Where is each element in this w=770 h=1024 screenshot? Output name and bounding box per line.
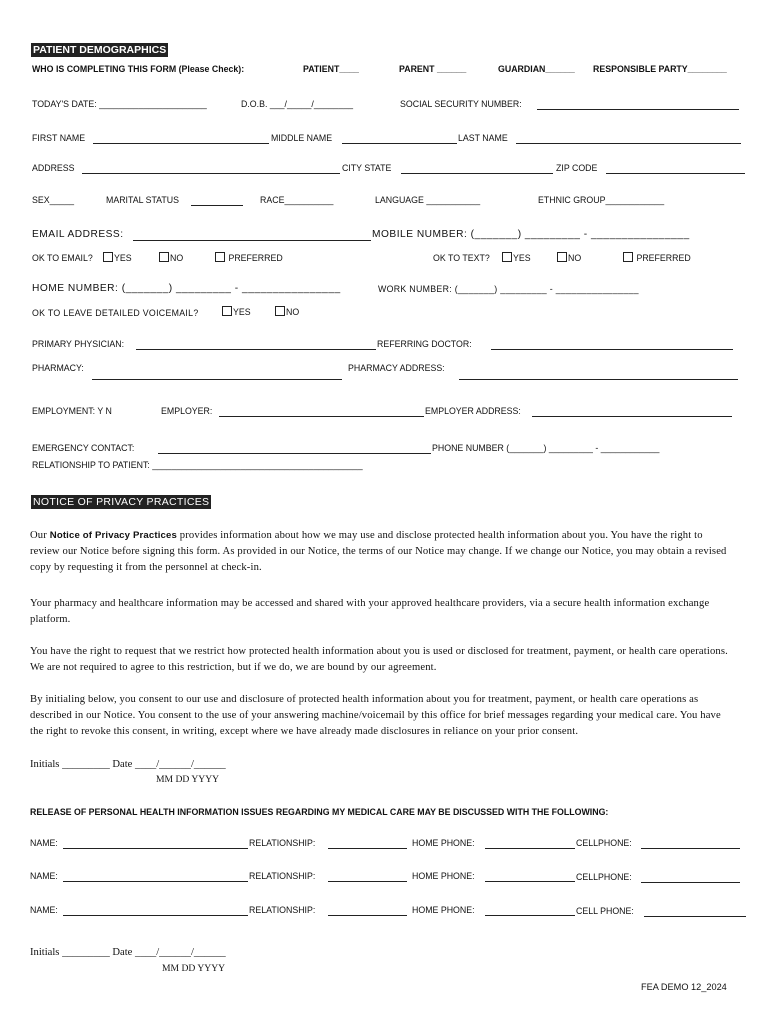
language-field[interactable]: LANGUAGE ___________ bbox=[375, 195, 481, 205]
pharmacy-input-line[interactable] bbox=[92, 379, 342, 380]
release-home-phone-label-3: HOME PHONE: bbox=[412, 905, 475, 915]
race-field[interactable]: RACE__________ bbox=[260, 195, 334, 205]
text-no-checkbox[interactable] bbox=[557, 252, 567, 262]
release-home-phone-label-1: HOME PHONE: bbox=[412, 838, 475, 848]
first-name-input-line[interactable] bbox=[93, 143, 269, 144]
text-yes-checkbox[interactable] bbox=[502, 252, 512, 262]
email-address-label: EMAIL ADDRESS: bbox=[32, 229, 124, 240]
text-preferred-option[interactable] bbox=[623, 252, 691, 263]
release-home-phone-input-3[interactable] bbox=[485, 915, 575, 916]
release-cell-phone-label-3: CELL PHONE: bbox=[576, 906, 634, 916]
email-preferred-label: PREFERRED bbox=[228, 253, 283, 263]
ok-to-email-label: OK TO EMAIL? bbox=[32, 253, 93, 263]
first-name-label: FIRST NAME bbox=[32, 133, 86, 143]
pharmacy-address-input-line[interactable] bbox=[459, 379, 738, 380]
emergency-phone-field[interactable]: PHONE NUMBER (_______) _________ - ____________ bbox=[432, 443, 660, 453]
text-no-label: NO bbox=[568, 253, 582, 263]
privacy-paragraph-1: Our Notice of Privacy Practices provides information about how we may use and disclose protected health information about you. You have the right to review our Notice before signing this form. As provided in our Notice, the terms of our Notice may change. If we change our Notice, you may obtain a revised copy by requesting it from the personnel at check-in. bbox=[30, 530, 727, 573]
relationship-to-patient-field[interactable]: RELATIONSHIP TO PATIENT: ___________________________________________ bbox=[32, 460, 363, 470]
voicemail-no-option[interactable] bbox=[275, 306, 299, 317]
marital-status-input-line[interactable] bbox=[191, 205, 243, 206]
voicemail-no-label: NO bbox=[286, 307, 300, 317]
privacy-paragraph-2: Your pharmacy and healthcare information may be accessed and shared with your approved healthcare providers, via a secure health information exchange platform. bbox=[30, 598, 710, 625]
middle-name-input-line[interactable] bbox=[342, 143, 457, 144]
release-home-phone-input-1[interactable] bbox=[485, 848, 575, 849]
email-yes-label: YES bbox=[114, 253, 132, 263]
address-input-line[interactable] bbox=[82, 173, 340, 174]
release-relationship-input-1[interactable] bbox=[328, 848, 407, 849]
email-no-option[interactable] bbox=[159, 252, 183, 263]
email-no-label: NO bbox=[170, 253, 184, 263]
sex-field[interactable]: SEX_____ bbox=[32, 195, 75, 205]
who-completing-label: WHO IS COMPLETING THIS FORM (Please Check): bbox=[32, 64, 245, 74]
marital-status-label: MARITAL STATUS bbox=[106, 195, 179, 205]
referring-doctor-input-line[interactable] bbox=[491, 349, 733, 350]
privacy-heading: NOTICE OF PRIVACY PRACTICES bbox=[33, 496, 210, 508]
release-relationship-label-3: RELATIONSHIP: bbox=[249, 905, 316, 915]
employer-label: EMPLOYER: bbox=[161, 406, 213, 416]
ssn-input-line[interactable] bbox=[537, 109, 739, 110]
release-name-input-2[interactable] bbox=[63, 881, 248, 882]
demographics-heading: PATIENT DEMOGRAPHICS bbox=[33, 44, 167, 56]
last-name-input-line[interactable] bbox=[516, 143, 741, 144]
release-relationship-label-1: RELATIONSHIP: bbox=[249, 838, 316, 848]
release-name-label-2: NAME: bbox=[30, 871, 58, 881]
privacy-initials-date-field[interactable]: Initials _________ Date ____/______/______ bbox=[30, 759, 226, 770]
release-name-input-3[interactable] bbox=[63, 915, 248, 916]
text-preferred-checkbox[interactable] bbox=[623, 252, 633, 262]
voicemail-no-checkbox[interactable] bbox=[275, 306, 285, 316]
release-name-input-1[interactable] bbox=[63, 848, 248, 849]
voicemail-yes-checkbox[interactable] bbox=[222, 306, 232, 316]
mobile-number-field[interactable]: MOBILE NUMBER: (_______) _________ - ________________ bbox=[372, 229, 690, 240]
release-name-label-3: NAME: bbox=[30, 905, 58, 915]
zip-code-label: ZIP CODE bbox=[556, 163, 598, 173]
referring-doctor-label: REFERRING DOCTOR: bbox=[377, 339, 472, 349]
primary-physician-input-line[interactable] bbox=[136, 349, 376, 350]
release-home-phone-input-2[interactable] bbox=[485, 881, 575, 882]
release-cellphone-input-1[interactable] bbox=[641, 848, 740, 849]
email-input-line[interactable] bbox=[133, 240, 371, 241]
emergency-contact-input-line[interactable] bbox=[158, 453, 431, 454]
last-name-label: LAST NAME bbox=[458, 133, 508, 143]
ok-voicemail-label: OK TO LEAVE DETAILED VOICEMAIL? bbox=[32, 308, 199, 318]
address-label: ADDRESS bbox=[32, 163, 75, 173]
release-relationship-label-2: RELATIONSHIP: bbox=[249, 871, 316, 881]
emergency-contact-label: EMERGENCY CONTACT: bbox=[32, 443, 135, 453]
zip-code-input-line[interactable] bbox=[606, 173, 745, 174]
todays-date-field[interactable]: TODAY'S DATE: ______________________ bbox=[32, 99, 207, 109]
privacy-paragraph-4: By initialing below, you consent to our use and disclosure of protected health information about you for treatment, payment, or health care operations as described in our Notice. You consent to the use of your answering machine/voicemail by this office for brief messages regarding your medical care. You have the right to revoke this consent, in writing, except where we have already made disclosures in reliance on your prior consent. bbox=[30, 694, 721, 737]
form-code: FEA DEMO 12_2024 bbox=[641, 982, 727, 992]
ssn-label: SOCIAL SECURITY NUMBER: bbox=[400, 99, 522, 109]
city-state-input-line[interactable] bbox=[401, 173, 553, 174]
option-parent[interactable]: PARENT ______ bbox=[399, 64, 467, 74]
email-preferred-option[interactable] bbox=[215, 252, 283, 263]
middle-name-label: MIDDLE NAME bbox=[271, 133, 333, 143]
release-date-format: MM DD YYYY bbox=[162, 963, 226, 974]
text-yes-label: YES bbox=[513, 253, 531, 263]
release-cellphone-input-2[interactable] bbox=[641, 882, 740, 883]
text-no-option[interactable] bbox=[557, 252, 581, 263]
option-responsible-party[interactable]: RESPONSIBLE PARTY________ bbox=[593, 64, 727, 74]
release-cellphone-label-1: CELLPHONE: bbox=[576, 838, 632, 848]
primary-physician-label: PRIMARY PHYSICIAN: bbox=[32, 339, 125, 349]
employment-field[interactable]: EMPLOYMENT: Y N bbox=[32, 406, 112, 416]
release-initials-date-field[interactable]: Initials _________ Date ____/______/______ bbox=[30, 947, 226, 958]
email-preferred-checkbox[interactable] bbox=[215, 252, 225, 262]
release-heading: RELEASE OF PERSONAL HEALTH INFORMATION ISSUES REGARDING MY MEDICAL CARE MAY BE DISCUSSED WITH THE FOLLOWING: bbox=[30, 807, 609, 817]
ok-to-text-label: OK TO TEXT? bbox=[433, 253, 490, 263]
email-yes-checkbox[interactable] bbox=[103, 252, 113, 262]
release-home-phone-label-2: HOME PHONE: bbox=[412, 871, 475, 881]
release-relationship-input-3[interactable] bbox=[328, 915, 407, 916]
pharmacy-label: PHARMACY: bbox=[32, 363, 84, 373]
release-name-label-1: NAME: bbox=[30, 838, 58, 848]
voicemail-yes-label: YES bbox=[233, 307, 251, 317]
dob-field[interactable]: D.O.B. ___/_____/________ bbox=[241, 99, 354, 109]
employer-address-input-line[interactable] bbox=[532, 416, 732, 417]
release-cellphone-label-2: CELLPHONE: bbox=[576, 872, 632, 882]
employer-address-label: EMPLOYER ADDRESS: bbox=[425, 406, 521, 416]
pharmacy-address-label: PHARMACY ADDRESS: bbox=[348, 363, 445, 373]
privacy-date-format: MM DD YYYY bbox=[156, 774, 220, 785]
release-cell-phone-input-3[interactable] bbox=[644, 916, 746, 917]
employer-input-line[interactable] bbox=[219, 416, 424, 417]
city-state-label: CITY STATE bbox=[342, 163, 392, 173]
ethnic-group-field[interactable]: ETHNIC GROUP____________ bbox=[538, 195, 665, 205]
email-no-checkbox[interactable] bbox=[159, 252, 169, 262]
text-yes-option[interactable] bbox=[502, 252, 531, 263]
privacy-paragraph-3: You have the right to request that we restrict how protected health information about you is used or disclosed for treatment, payment, or health care operations. We are not required to agree to this restriction, but if we do, we are bound by our agreement. bbox=[30, 646, 728, 673]
option-patient[interactable]: PATIENT____ bbox=[303, 64, 359, 74]
voicemail-yes-option[interactable] bbox=[222, 306, 251, 317]
email-yes-option[interactable] bbox=[103, 252, 132, 263]
release-relationship-input-2[interactable] bbox=[328, 881, 407, 882]
work-number-field[interactable]: WORK NUMBER: (_______) _________ - ________________ bbox=[378, 284, 639, 294]
home-number-field[interactable]: HOME NUMBER: (_______) _________ - ________________ bbox=[32, 283, 341, 294]
text-preferred-label: PREFERRED bbox=[636, 253, 691, 263]
option-guardian[interactable]: GUARDIAN______ bbox=[498, 64, 575, 74]
